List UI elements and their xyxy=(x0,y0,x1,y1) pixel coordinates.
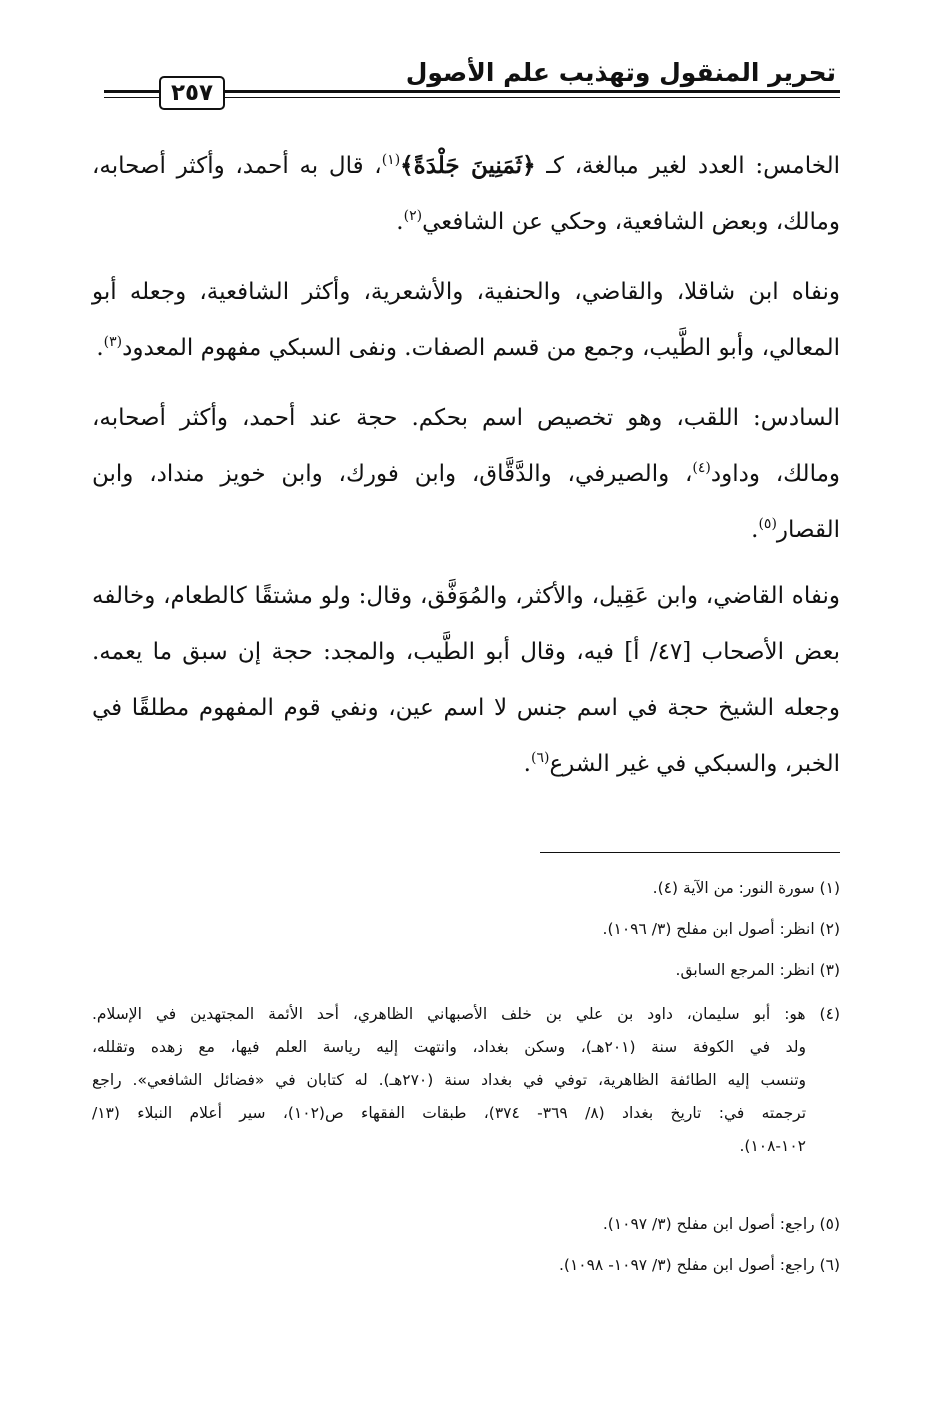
footnote-4-line: ولد في الكوفة سنة (٢٠١هـ)، وسكن بغداد، وانتهت إليه رياسة العلم فيها، مع زهده وتقلله، xyxy=(92,1038,806,1056)
paragraph-end: . xyxy=(396,209,404,235)
footnote-ref-4[interactable]: (٤) xyxy=(692,460,711,476)
paragraph-text: ونفاه القاضي، وابن عَقِيل، والأكثر، والمُوَفَّق، وقال: ولو مشتقًا كالطعام، وخالفه بعض الأصحاب [٤٧/ أ] فيه، وقال أبو الطَّيب، والمجد: حجة إن سبق ما يعمه. وجعله الشيخ حجة في اسم جنس لا اسم عين، ونفي قوم المفهوم مطلقًا في الخبر، والسبكي في غير الشرع xyxy=(92,583,840,777)
footnote-4-line: ١٠٢-١٠٨). xyxy=(739,1137,806,1155)
paragraph-text: السادس: اللقب، وهو تخصيص اسم بحكم. حجة عند أحمد، وأكثر أصحابه، ومالك، وداود xyxy=(92,405,840,487)
paragraph-fifth xyxy=(92,138,840,250)
paragraph-text: ، قال به أحمد، وأكثر أصحابه، ومالك، وبعض الشافعية، وحكي عن الشافعي xyxy=(92,153,840,235)
paragraph-negation-second xyxy=(92,568,840,792)
footnote-4 xyxy=(92,998,840,1163)
paragraph-end: . xyxy=(751,517,759,543)
paragraph-negation xyxy=(92,264,840,376)
footnote-3: (٣) انظر: المرجع السابق. xyxy=(675,961,840,979)
footnote-ref-1[interactable]: (١) xyxy=(381,152,401,168)
footnote-4-line: وتنسب إليه الطائفة الظاهرية، توفي في بغداد سنة (٢٧٠هـ). له كتابان في «فضائل الشافعي». راجع xyxy=(92,1071,806,1089)
footnote-divider xyxy=(540,852,840,853)
paragraph-text: الخامس: العدد لغير مبالغة، كـ xyxy=(535,153,840,179)
footnote-ref-3[interactable]: (٣) xyxy=(103,334,123,350)
footnote-6: (٦) راجع: أصول ابن مفلح (٣/ ١٠٩٧- ١٠٩٨). xyxy=(558,1256,840,1274)
paragraph-end: . xyxy=(523,751,531,777)
paragraph-text: ، والصيرفي، والدَّقَّاق، وابن فورك، وابن خويز منداد، وابن القصار xyxy=(92,461,840,543)
paragraph-text: ونفاه ابن شاقلا، والقاضي، والحنفية، والأشعرية، وأكثر الشافعية، وجعله أبو المعالي، وأبو الطَّيب، وجمع من قسم الصفات. ونفى السبكي مفهوم المعدود xyxy=(92,279,840,361)
running-header-title: تحرير المنقول وتهذيب علم الأصول xyxy=(405,58,836,87)
quran-quote: ﴿ثَمَنِينَ جَلْدَةً﴾ xyxy=(400,152,536,179)
paragraph-end: . xyxy=(96,335,104,361)
footnote-4-line: ترجمته في: تاريخ بغداد (٨/ ٣٦٩- ٣٧٤)، طبقات الفقهاء ص(١٠٢)، سير أعلام النبلاء (١٣/ xyxy=(92,1104,807,1122)
paragraph-sixth xyxy=(92,390,840,558)
footnote-ref-5[interactable]: (٥) xyxy=(758,516,777,532)
page-number: ٢٥٧ xyxy=(159,76,225,110)
footnote-2: (٢) انظر: أصول ابن مفلح (٣/ ١٠٩٦). xyxy=(602,920,840,938)
footnote-5: (٥) راجع: أصول ابن مفلح (٣/ ١٠٩٧). xyxy=(602,1215,840,1233)
footnote-4-line: (٤) هو: أبو سليمان، داود بن علي بن خلف الأصبهاني الظاهري، أحد الأئمة المجتهدين في الإسلام. xyxy=(92,1005,840,1023)
footnote-1: (١) سورة النور: من الآية (٤). xyxy=(652,879,840,897)
footnote-ref-6[interactable]: (٦) xyxy=(530,750,550,766)
footnote-ref-2[interactable]: (٢) xyxy=(403,208,423,224)
